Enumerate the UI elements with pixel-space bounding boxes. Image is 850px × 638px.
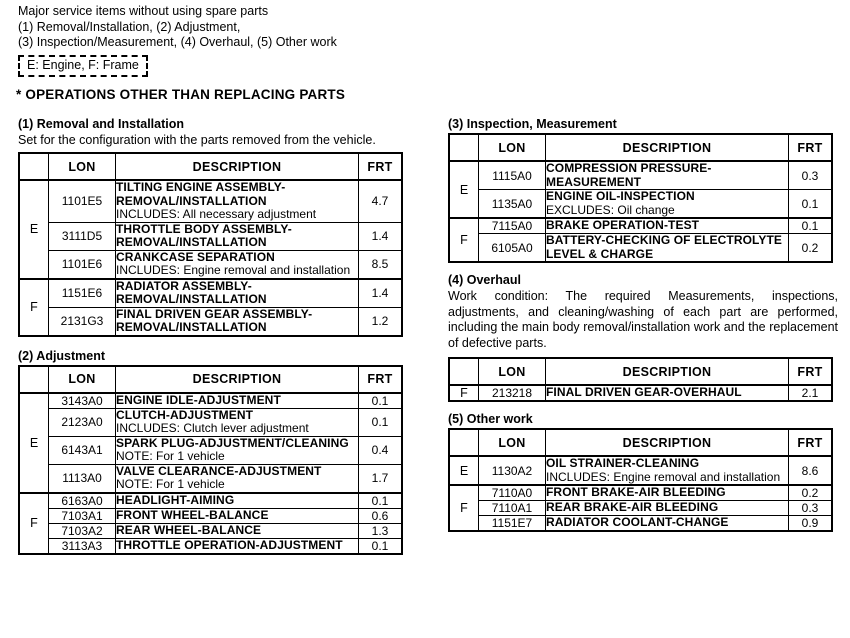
cell-lon: 6105A0 [479,234,546,263]
left-column [18,117,408,555]
description-main: CRANKCASE SEPARATION [116,249,275,264]
column-header-frt: FRT [359,153,403,180]
column-header-description: DESCRIPTION [546,134,789,161]
group-label-f: F [449,385,479,401]
description-main: THROTTLE BODY ASSEMBLY-REMOVAL/INSTALLATION [116,221,292,249]
cell-lon: 3111D5 [49,222,116,250]
cell-lon: 7110A1 [479,501,546,516]
table-row [19,180,402,222]
cell-frt: 1.4 [359,279,403,308]
cell-frt: 8.5 [359,250,403,279]
description-main: FINAL DRIVEN GEAR-OVERHAUL [546,385,742,400]
description-note: INCLUDES: Engine removal and installation [546,469,781,484]
cell-frt: 4.7 [359,180,403,222]
cell-lon: 1115A0 [479,161,546,190]
frt-table [448,428,833,532]
table-row [19,538,402,554]
description-note: INCLUDES: Clutch lever adjustment [116,421,309,435]
table-header-row [19,153,402,180]
cell-description [116,393,359,409]
description-main: COMPRESSION PRESSURE-MEASUREMENT [546,161,712,189]
description-main: RADIATOR COOLANT-CHANGE [546,515,729,530]
table-row [449,385,832,401]
cell-frt: 0.6 [359,508,403,523]
cell-frt: 0.9 [789,516,833,532]
cell-frt: 0.1 [789,190,833,219]
table-row [449,501,832,516]
section-title-overhaul: (4) Overhaul [448,273,521,287]
table-row [449,485,832,501]
cell-description [116,538,359,554]
cell-frt: 0.1 [359,493,403,509]
description-main: BRAKE OPERATION-TEST [546,218,700,233]
cell-lon: 2123A0 [49,408,116,436]
description-main: CLUTCH-ADJUSTMENT [116,407,254,422]
cell-lon: 1113A0 [49,464,116,493]
cell-lon: 1151E7 [479,516,546,532]
description-main: VALVE CLEARANCE-ADJUSTMENT [116,463,322,478]
column-header-frt: FRT [789,358,833,385]
cell-frt: 0.1 [359,393,403,409]
description-main: HEADLIGHT-AIMING [116,492,235,507]
cell-description [546,234,789,263]
cell-frt: 0.1 [789,218,833,234]
cell-lon: 3113A3 [49,538,116,554]
table-row [19,408,402,436]
cell-frt: 0.4 [359,436,403,464]
description-note: INCLUDES: All necessary adjustment [116,207,317,221]
frt-table [448,133,833,263]
page-header [18,4,438,77]
column-header-ef [19,153,49,180]
table-row [449,234,832,263]
cell-lon: 1151E6 [49,279,116,308]
cell-description [546,516,789,532]
frt-table [18,365,403,555]
table-other [448,428,838,532]
cell-frt: 1.3 [359,523,403,538]
description-main: REAR WHEEL-BALANCE [116,522,262,537]
cell-frt: 0.1 [359,408,403,436]
cell-lon: 6143A1 [49,436,116,464]
table-row [19,250,402,279]
header-line-1: Major service items without using spare parts [18,4,269,18]
frt-table [448,357,833,402]
group-label-f: F [449,485,479,531]
column-header-description: DESCRIPTION [116,366,359,393]
column-header-lon: LON [49,366,116,393]
table-row [19,523,402,538]
description-main: BATTERY-CHECKING OF ELECTROLYTE LEVEL & CHARGE [546,233,782,261]
table-header-row [19,366,402,393]
description-main: OIL STRAINER-CLEANING [546,456,700,470]
cell-description [546,190,789,219]
cell-lon: 213218 [479,385,546,401]
description-note: NOTE: For 1 vehicle [116,449,225,463]
group-label-e: E [19,393,49,493]
cell-description [546,456,789,485]
cell-lon: 1101E6 [49,250,116,279]
table-header-row [449,429,832,456]
column-header-description: DESCRIPTION [116,153,359,180]
header-line-2: (1) Removal/Installation, (2) Adjustment, [18,19,241,34]
cell-frt: 0.1 [359,538,403,554]
table-row [19,493,402,509]
cell-description [116,408,359,436]
group-label-f: F [19,279,49,336]
legend-box: E: Engine, F: Frame [18,55,148,77]
description-note: EXCLUDES: Oil change [546,202,675,217]
column-header-description: DESCRIPTION [546,429,789,456]
table-row [449,218,832,234]
column-header-frt: FRT [359,366,403,393]
cell-description [546,218,789,234]
cell-lon: 1101E5 [49,180,116,222]
overhaul-paragraph: Work condition: The required Measurements, inspections, adjustments, and cleaning/washing of each part are performed, including the main body removal/installation work and the replacement of defective parts. [448,289,838,350]
description-note: NOTE: For 1 vehicle [116,477,225,491]
description-main: REAR BRAKE-AIR BLEEDING [546,500,719,515]
cell-description [116,222,359,250]
table-row [19,279,402,308]
column-header-ef [449,429,479,456]
operations-title: * OPERATIONS OTHER THAN REPLACING PARTS [16,87,346,102]
section-subtitle-removal: Set for the configuration with the parts removed from the vehicle. [18,133,376,147]
table-row [19,508,402,523]
cell-frt: 0.2 [789,485,833,501]
cell-description [116,436,359,464]
description-main: RADIATOR ASSEMBLY-REMOVAL/INSTALLATION [116,278,267,306]
table-row [19,464,402,493]
cell-lon: 2131G3 [49,307,116,336]
cell-lon: 3143A0 [49,393,116,409]
cell-description [546,501,789,516]
table-row [449,161,832,190]
group-label-e: E [449,456,479,485]
table-row [449,456,832,485]
column-header-frt: FRT [789,134,833,161]
section-title-adjustment: (2) Adjustment [18,348,106,363]
cell-lon: 1130A2 [479,456,546,485]
header-line-3: (3) Inspection/Measurement, (4) Overhaul, (5) Other work [18,35,337,49]
cell-description [546,485,789,501]
group-label-f: F [449,218,479,262]
group-label-e: E [19,180,49,279]
description-main: ENGINE IDLE-ADJUSTMENT [116,392,281,407]
cell-frt: 0.3 [789,501,833,516]
description-main: FRONT BRAKE-AIR BLEEDING [546,485,726,500]
group-label-e: E [449,161,479,218]
table-inspection [448,133,838,263]
frt-table [18,152,403,337]
description-main: TILTING ENGINE ASSEMBLY-REMOVAL/INSTALLATION [116,180,286,208]
cell-frt: 1.2 [359,307,403,336]
cell-description [116,493,359,509]
cell-description [116,464,359,493]
table-header-row [449,358,832,385]
cell-description [546,385,789,401]
description-note: INCLUDES: Engine removal and installation [116,263,351,277]
cell-lon: 7110A0 [479,485,546,501]
table-row [449,190,832,219]
description-main: FRONT WHEEL-BALANCE [116,507,269,522]
table-removal [18,152,408,337]
table-row [19,393,402,409]
cell-description [116,523,359,538]
description-main: THROTTLE OPERATION-ADJUSTMENT [116,537,343,552]
cell-description [116,279,359,308]
cell-description [546,161,789,190]
section-title-other: (5) Other work [448,412,533,426]
cell-lon: 7103A2 [49,523,116,538]
right-column [448,117,838,532]
group-label-f: F [19,493,49,554]
description-main: FINAL DRIVEN GEAR ASSEMBLY-REMOVAL/INSTALLATION [116,306,313,334]
table-row [449,516,832,532]
cell-frt: 8.6 [789,456,833,485]
cell-frt: 0.3 [789,161,833,190]
column-header-ef [19,366,49,393]
column-header-lon: LON [479,429,546,456]
description-main: SPARK PLUG-ADJUSTMENT/CLEANING [116,435,349,450]
column-header-ef [449,358,479,385]
table-row [19,307,402,336]
column-header-lon: LON [479,358,546,385]
cell-description [116,508,359,523]
cell-lon: 1135A0 [479,190,546,219]
column-header-lon: LON [49,153,116,180]
column-header-lon: LON [479,134,546,161]
cell-description [116,180,359,222]
cell-frt: 0.2 [789,234,833,263]
column-header-ef [449,134,479,161]
description-main: ENGINE OIL-INSPECTION [546,189,695,203]
cell-lon: 6163A0 [49,493,116,509]
cell-frt: 1.4 [359,222,403,250]
table-header-row [449,134,832,161]
column-header-description: DESCRIPTION [546,358,789,385]
cell-description [116,307,359,336]
section-title-removal: (1) Removal and Installation [18,117,185,131]
cell-frt: 1.7 [359,464,403,493]
cell-frt: 2.1 [789,385,833,401]
table-adjustment [18,365,408,555]
cell-lon: 7103A1 [49,508,116,523]
cell-lon: 7115A0 [479,218,546,234]
section-title-inspection: (3) Inspection, Measurement [448,117,617,131]
table-row [19,222,402,250]
table-overhaul [448,357,838,402]
table-row [19,436,402,464]
column-header-frt: FRT [789,429,833,456]
cell-description [116,250,359,279]
